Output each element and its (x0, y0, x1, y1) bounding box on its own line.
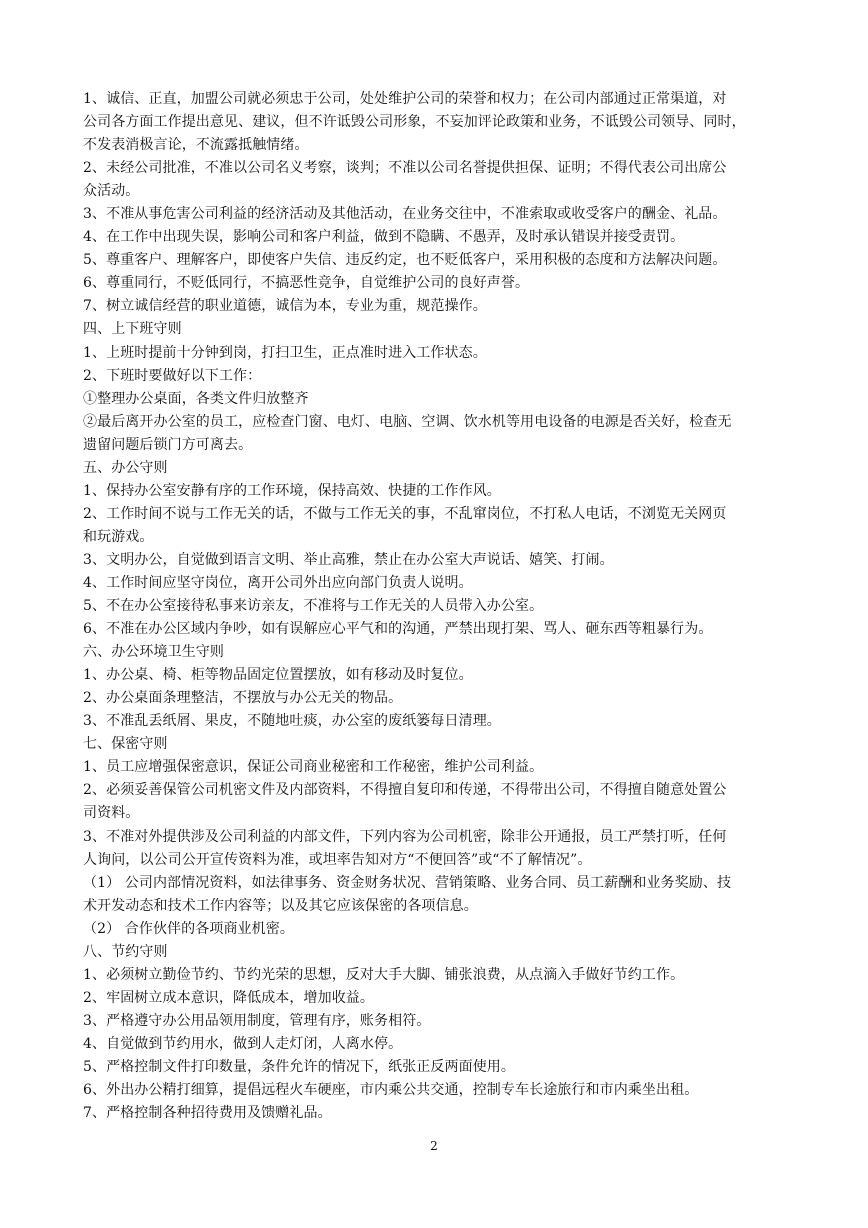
text-line: 术开发动态和技术工作内容等；以及其它应该保密的各项信息。 (83, 897, 478, 914)
text-line: 公司各方面工作提出意见、建议，但不许诋毁公司形象，不妄加评论政策和业务，不诋毁公司领导、同时， (83, 114, 746, 131)
text-line: 1、保持办公室安静有序的工作环境，保持高效、快捷的工作作风。 (83, 482, 501, 499)
page-number: 2 (430, 1139, 438, 1153)
text-line: 3、不准乱丢纸屑、果皮，不随地吐痰，办公室的废纸篓每日清理。 (83, 713, 501, 730)
text-line: 3、严格遵守办公用品领用制度，管理有序，账务相符。 (83, 1012, 431, 1029)
text-line: 不发表消极言论，不流露抵触情绪。 (83, 137, 309, 154)
text-line: 1、员工应增强保密意识，保证公司商业秘密和工作秘密，维护公司利益。 (83, 759, 544, 776)
text-line: 6、外出办公精打细算，提倡远程火车硬座，市内乘公共交通，控制专车长途旅行和市内乘坐出租。 (83, 1082, 699, 1099)
text-line: ①整理办公桌面，各类文件归放整齐 (83, 390, 309, 407)
text-line: 1、必须树立勤俭节约、节约光荣的思想，反对大手大脚、铺张浪费，从点滴入手做好节约工作。 (83, 966, 685, 983)
text-line: 2、牢固树立成本意识，降低成本，增加收益。 (83, 989, 375, 1006)
text-line: 6、尊重同行，不贬低同行，不搞恶性竞争，自觉维护公司的良好声誉。 (83, 275, 530, 292)
text-line: 6、不准在办公区域内争吵，如有误解应心平气和的沟通，严禁出现打架、骂人、砸东西等粗暴行为。 (83, 621, 713, 638)
text-line: 2、必须妥善保管公司机密文件及内部资料，不得擅自复印和传递，不得带出公司，不得擅自随意处置公 (83, 782, 727, 799)
text-line: 2、未经公司批准，不准以公司名义考察，谈判；不准以公司名誉提供担保、证明；不得代表公司出席公 (83, 160, 727, 177)
text-line: 遗留问题后锁门方可离去。 (83, 436, 253, 453)
text-line: 2、下班时要做好以下工作： (83, 367, 262, 384)
text-line: 4、工作时间应坚守岗位，离开公司外出应向部门负责人说明。 (83, 574, 473, 591)
text-line: 3、文明办公，自觉做到语言文明、举止高雅，禁止在办公室大声说话、嬉笑、打闹。 (83, 551, 614, 568)
text-line: 2、办公桌面条理整洁，不摆放与办公无关的物品。 (83, 690, 403, 707)
text-line: 4、自觉做到节约用水，做到人走灯闭，人离水停。 (83, 1035, 403, 1052)
text-line: 和玩游戏。 (83, 528, 154, 545)
text-line: 5、严格控制文件打印数量，条件允许的情况下，纸张正反两面使用。 (83, 1058, 516, 1075)
text-line: 2、工作时间不说与工作无关的话，不做与工作无关的事，不乱窜岗位，不打私人电话，不浏览无关网页 (83, 505, 727, 522)
text-line: 1、诚信、正直，加盟公司就必须忠于公司，处处维护公司的荣誉和权力；在公司内部通过正常渠道，对 (83, 91, 727, 107)
text-line: 7、树立诚信经营的职业道德，诚信为本，专业为重，规范操作。 (83, 298, 487, 315)
text-line: 3、不准对外提供涉及公司利益的内部文件，下列内容为公司机密，除非公开通报，员工严禁打听，任何 (83, 828, 727, 845)
text-line: 六、办公环境卫生守则 (83, 644, 224, 661)
text-line: 四、上下班守则 (83, 321, 182, 338)
text-line: 1、上班时提前十分钟到岗，打扫卫生，正点准时进入工作状态。 (83, 344, 487, 361)
text-line: （2） 合作伙伴的各项商业机密。 (83, 920, 294, 937)
text-line: 4、在工作中出现失误，影响公司和客户利益，做到不隐瞒、不愚弄，及时承认错误并接受责罚。 (83, 229, 685, 246)
text-line: ②最后离开办公室的员工，应检查门窗、电灯、电脑、空调、饮水机等用电设备的电源是否关好，检查无 (83, 413, 732, 430)
text-line: 1、办公桌、椅、柜等物品固定位置摆放，如有移动及时复位。 (83, 667, 473, 684)
document-body (83, 88, 803, 1125)
text-line: 七、保密守则 (83, 736, 168, 753)
text-line: 八、节约守则 (83, 943, 168, 960)
text-line: （1） 公司内部情况资料，如法律事务、资金财务状况、营销策略、业务合同、员工薪酬和业务奖励、技 (83, 874, 732, 891)
text-line: 五、办公守则 (83, 459, 168, 476)
text-line: 5、不在办公室接待私事来访亲友，不准将与工作无关的人员带入办公室。 (83, 598, 544, 615)
text-line: 7、严格控制各种招待费用及馈赠礼品。 (83, 1105, 332, 1122)
text-line: 人询问，以公司公开宣传资料为准，或坦率告知对方“不便回答”或“不了解情况”。 (83, 851, 592, 868)
text-line: 众活动。 (83, 183, 140, 200)
text-line: 司资料。 (83, 805, 140, 822)
text-line: 5、尊重客户、理解客户，即使客户失信、违反约定，也不贬低客户，采用积极的态度和方法解决问题。 (83, 252, 727, 269)
text-line: 3、不准从事危害公司利益的经济活动及其他活动，在业务交往中，不准索取或收受客户的酬金、礼品。 (83, 206, 727, 223)
